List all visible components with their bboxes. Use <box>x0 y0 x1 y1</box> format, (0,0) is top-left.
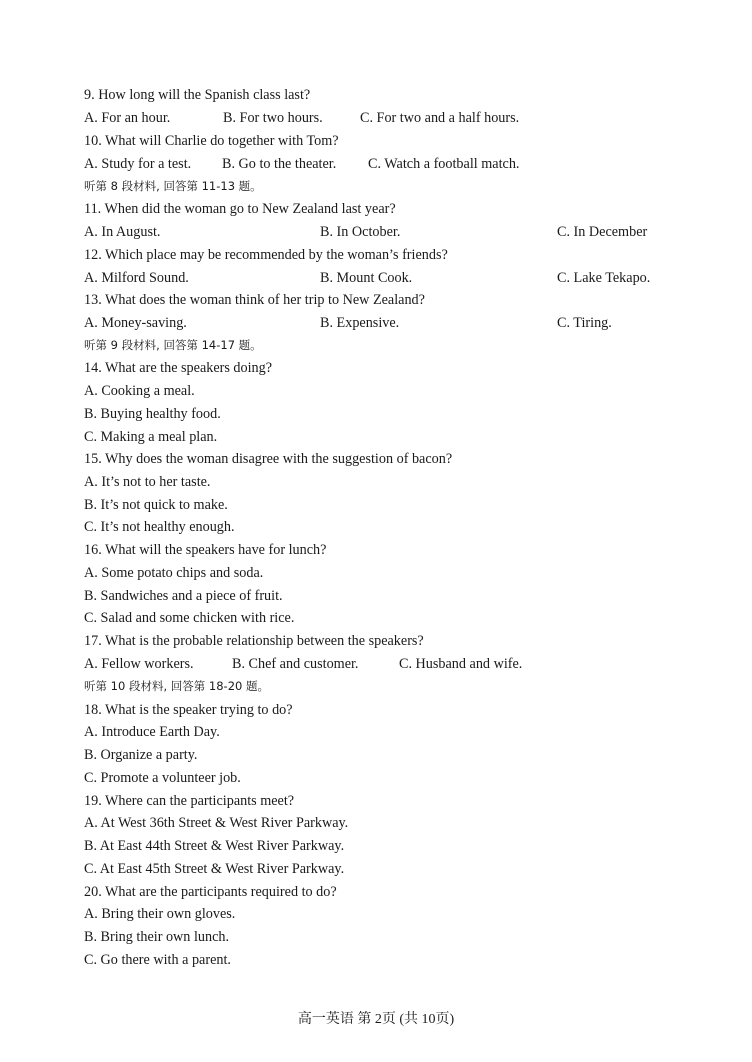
question-20: 20. What are the participants required to do? <box>84 884 337 900</box>
question-12: 12. Which place may be recommended by the woman’s friends? <box>84 247 448 263</box>
option-b: B. Buying healthy food. <box>84 406 221 422</box>
option-b: B. For two hours. <box>223 110 323 126</box>
section-8-instruction: 听第 8 段材料, 回答第 11-13 题。 <box>84 179 262 193</box>
option-c: C. Watch a football match. <box>368 156 520 172</box>
question-15: 15. Why does the woman disagree with the suggestion of bacon? <box>84 451 453 467</box>
option-a: A. Cooking a meal. <box>84 383 195 399</box>
option-b: B. Bring their own lunch. <box>84 929 230 945</box>
option-c: C. Making a meal plan. <box>84 429 218 445</box>
option-c: C. For two and a half hours. <box>360 110 520 126</box>
option-a: A. Fellow workers. <box>84 656 194 672</box>
question-10: 10. What will Charlie do together with Tom? <box>84 133 339 149</box>
option-a: A. Bring their own gloves. <box>84 906 236 922</box>
option-c: C. At East 45th Street & West River Parkway. <box>84 861 345 877</box>
option-b: B. Organize a party. <box>84 747 198 763</box>
option-c: C. Go there with a parent. <box>84 952 231 968</box>
option-b: B. In October. <box>320 224 401 240</box>
option-c: C. In December <box>557 224 648 240</box>
option-c: C. Lake Tekapo. <box>557 270 651 286</box>
question-14: 14. What are the speakers doing? <box>84 360 273 376</box>
option-a: A. Some potato chips and soda. <box>84 565 264 581</box>
question-17: 17. What is the probable relationship between the speakers? <box>84 633 424 649</box>
option-b: B. Sandwiches and a piece of fruit. <box>84 588 283 604</box>
option-a: A. For an hour. <box>84 110 171 126</box>
option-a: A. Study for a test. <box>84 156 192 172</box>
question-11: 11. When did the woman go to New Zealand last year? <box>84 201 396 217</box>
option-c: C. Salad and some chicken with rice. <box>84 610 295 626</box>
question-13: 13. What does the woman think of her trip to New Zealand? <box>84 292 425 308</box>
option-b: B. It’s not quick to make. <box>84 497 228 513</box>
section-9-instruction: 听第 9 段材料, 回答第 14-17 题。 <box>84 338 262 352</box>
option-a: A. At West 36th Street & West River Parkway. <box>84 815 349 831</box>
section-10-instruction: 听第 10 段材料, 回答第 18-20 题。 <box>84 679 269 693</box>
option-a: A. Money-saving. <box>84 315 187 331</box>
page-footer: 高一英语 第 2页 (共 10页) <box>297 1012 455 1027</box>
question-18: 18. What is the speaker trying to do? <box>84 702 293 718</box>
option-a: A. Introduce Earth Day. <box>84 724 220 740</box>
option-b: B. Chef and customer. <box>232 656 359 672</box>
question-16: 16. What will the speakers have for lunch? <box>84 542 327 558</box>
question-19: 19. Where can the participants meet? <box>84 793 295 809</box>
option-b: B. Go to the theater. <box>222 156 337 172</box>
option-c: C. Husband and wife. <box>399 656 523 672</box>
option-b: B. Expensive. <box>320 315 400 331</box>
option-c: C. Tiring. <box>557 315 612 331</box>
option-b: B. At East 44th Street & West River Parkway. <box>84 838 345 854</box>
question-9: 9. How long will the Spanish class last? <box>84 87 311 103</box>
option-c: C. Promote a volunteer job. <box>84 770 241 786</box>
option-a: A. Milford Sound. <box>84 270 189 286</box>
option-b: B. Mount Cook. <box>320 270 413 286</box>
option-a: A. In August. <box>84 224 161 240</box>
option-c: C. It’s not healthy enough. <box>84 519 235 535</box>
option-a: A. It’s not to her taste. <box>84 474 211 490</box>
